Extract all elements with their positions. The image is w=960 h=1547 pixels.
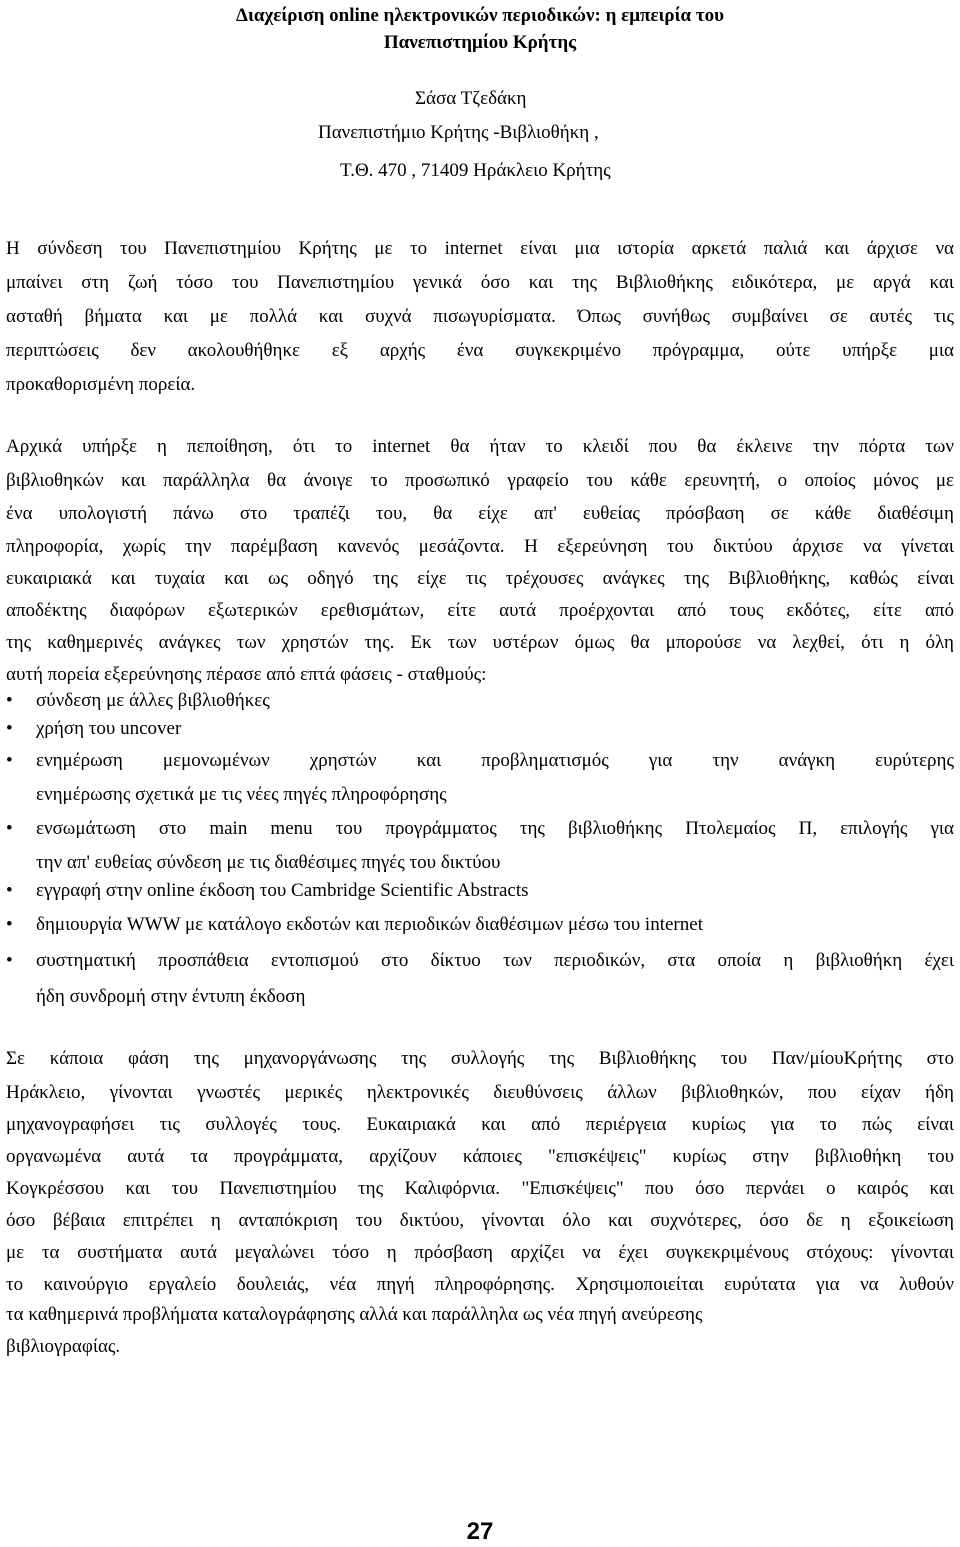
paragraph-line: περιπτώσεις δεν ακολουθήθηκε εξ αρχής ένα συγκεκριμένο πρόγραμμα, ούτε υπήρξε μια xyxy=(6,340,954,361)
author-address: Τ.Θ. 470 , 71409 Ηράκλειο Κρήτης xyxy=(340,160,611,181)
list-item-text: ενημέρωση μεμονωμένων χρηστών και προβληματισμός για την ανάγκη ευρύτερης xyxy=(36,750,954,771)
list-item-continuation: ήδη συνδρομή στην έντυπη έκδοση xyxy=(36,986,306,1007)
paragraph-line: ευκαιριακά και τυχαία και ως οδηγό της είχε τις τρέχουσες ανάγκες της Βιβλιοθήκης, καθώς είναι xyxy=(6,568,954,589)
list-item-text: χρήση του uncover xyxy=(36,718,182,739)
bullet-icon: • xyxy=(6,750,13,771)
paragraph-line: Η σύνδεση του Πανεπιστημίου Κρήτης με το internet είναι μια ιστορία αρκετά παλιά και άρχισε να xyxy=(6,238,954,259)
author-name: Σάσα Τζεδάκη xyxy=(415,88,527,109)
paragraph-line: οργανωμένα αυτά τα προγράμματα, αρχίζουν κάποιες "επισκέψεις" κυρίως στην βιβλιοθήκη του xyxy=(6,1146,954,1167)
list-item-text: εγγραφή στην online έκδοση του Cambridge Scientific Abstracts xyxy=(36,880,529,901)
author-affiliation: Πανεπιστήμιο Κρήτης -Βιβλιοθήκη , xyxy=(318,122,599,143)
paragraph-line: ασταθή βήματα και με πολλά και συχνά πισωγυρίσματα. Όπως συνήθως συμβαίνει σε αυτές τις xyxy=(6,306,954,327)
paragraph-line: με τα συστήματα αυτά μεγαλώνει τόσο η πρόσβαση αρχίζει να έχει συγκεκριμένους στόχους: γίνονται xyxy=(6,1242,954,1263)
paragraph-line: τα καθημερινά προβλήματα καταλογράφησης αλλά και παράλληλα ως νέα πηγή ανεύρεσης xyxy=(6,1304,703,1325)
list-item-continuation: την απ' ευθείας σύνδεση με τις διαθέσιμες πηγές του δικτύου xyxy=(36,852,501,873)
paragraph-line: μπαίνει στη ζωή τόσο του Πανεπιστημίου γενικά όσο και της Βιβλιοθήκης ειδικότερα, με αργά και xyxy=(6,272,954,293)
paragraph-line: μηχανογραφήσει τις συλλογές τους. Ευκαιριακά και από περιέργεια κυρίως για το πώς είναι xyxy=(6,1114,954,1135)
bullet-icon: • xyxy=(6,818,13,839)
paragraph-line: αποδέκτης διαφόρων εξωτερικών ερεθισμάτων, είτε αυτά προέρχονται από τους εκδότες, είτε από xyxy=(6,600,954,621)
list-item-text: σύνδεση με άλλες βιβλιοθήκες xyxy=(36,690,270,711)
bullet-icon: • xyxy=(6,914,13,935)
paragraph-line: αυτή πορεία εξερεύνησης πέρασε από επτά φάσεις - σταθμούς: xyxy=(6,664,487,685)
paragraph-line: προκαθορισμένη πορεία. xyxy=(6,374,196,395)
paragraph-line: βιβλιογραφίας. xyxy=(6,1336,121,1357)
bullet-icon: • xyxy=(6,718,13,739)
bullet-icon: • xyxy=(6,880,13,901)
paragraph-line: πληροφορία, χωρίς την παρέμβαση κανενός μεσάζοντα. Η εξερεύνηση του δικτύου άρχισε να γίνεται xyxy=(6,536,954,557)
page-number: 27 xyxy=(466,1518,494,1545)
list-item-text: δημιουργία WWW με κατάλογο εκδοτών και περιοδικών διαθέσιμων μέσω του internet xyxy=(36,914,703,935)
paragraph-line: της καθημερινές ανάγκες των χρηστών της. Εκ των υστέρων όμως θα μπορούσε να λεχθεί, ότι η όλη xyxy=(6,632,954,653)
list-item-text: ενσωμάτωση στο main menu του προγράμματος της βιβλιοθήκης Πτολεμαίος Π, επιλογής για xyxy=(36,818,954,839)
paragraph-line: όσο βέβαια επιτρέπει η ανταπόκριση του δικτύου, γίνονται όλο και συχνότερες, όσο δε η εξοικείωση xyxy=(6,1210,954,1231)
list-item-continuation: ενημέρωσης σχετικά με τις νέες πηγές πληροφόρησης xyxy=(36,784,447,805)
document-title xyxy=(0,2,960,56)
paragraph-line: Ηράκλειο, γίνονται γνωστές μερικές ηλεκτρονικές διευθύνσεις άλλων βιβλιοθηκών, που είχαν ήδη xyxy=(6,1082,954,1103)
paragraph-line: ένα υπολογιστή πάνω στο τραπέζι του, θα είχε απ' ευθείας πρόσβαση σε κάθε διαθέσιμη xyxy=(6,503,954,524)
bullet-icon: • xyxy=(6,950,13,971)
bullet-icon: • xyxy=(6,690,13,711)
paragraph-line: Κογκρέσσου και του Πανεπιστημίου της Καλιφόρνια. "Επισκέψεις" που όσο περνάει ο καιρός και xyxy=(6,1178,954,1199)
title-line-2: Πανεπιστημίου Κρήτης xyxy=(383,32,577,53)
paragraph-line: το καινούργιο εργαλείο δουλειάς, νέα πηγή πληροφόρησης. Χρησιμοποιείται ευρύτατα για να λυθούν xyxy=(6,1274,954,1295)
title-line-1: Διαχείριση online ηλεκτρονικών περιοδικών: η εμπειρία του xyxy=(236,5,724,26)
list-item-text: συστηματική προσπάθεια εντοπισμού στο δίκτυο των περιοδικών, στα οποία η βιβλιοθήκη έχει xyxy=(36,950,954,971)
paragraph-line: Σε κάποια φάση της μηχανοργάνωσης της συλλογής της Βιβλιοθήκης του Παν/μίουΚρήτης στο xyxy=(6,1048,954,1069)
paragraph-line: βιβλιοθηκών και παράλληλα θα άνοιγε το προσωπικό γραφείο του κάθε ερευνητή, ο οποίος μόνος με xyxy=(6,470,954,491)
paragraph-line: Αρχικά υπήρξε η πεποίθηση, ότι το internet θα ήταν το κλειδί που θα έκλεινε την πόρτα των xyxy=(6,436,954,457)
